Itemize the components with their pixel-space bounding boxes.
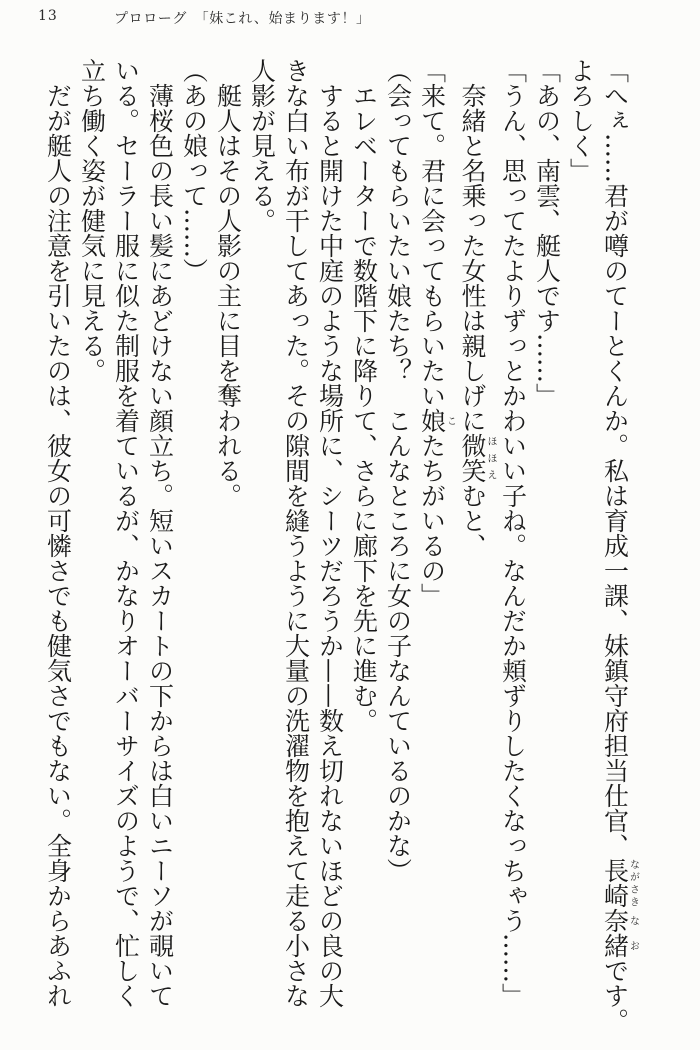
text-line: よろしく」 bbox=[566, 58, 596, 183]
text-line: （会ってもらいたい娘たち？ こんなところに女の子なんているのかな） bbox=[383, 58, 413, 883]
page-body-text bbox=[41, 58, 639, 1040]
text-line: すると開けた中庭のような場所に、シーツだろうか——数え切れないほどの良の大 bbox=[315, 58, 345, 1008]
text-line: エレベーターで数階下に降りて、さらに廊下を先に進む。 bbox=[349, 58, 379, 733]
text-line: 薄桜色の長い髪にあどけない顔立ち。短いスカートの下からは白いニーソが覗いて bbox=[145, 58, 175, 1008]
text-line: （あの娘って……） bbox=[179, 58, 209, 283]
text-line: 「あの、南雲、艇人です……」 bbox=[532, 58, 562, 408]
text-line: 奈緒と名乗った女性は親しげに微笑ほほえむと、 bbox=[458, 58, 496, 558]
text-line: 立ち働く姿が健気に見える。 bbox=[77, 58, 107, 383]
text-line: 「来て。君に会ってもらいたい娘こたちがいるの」 bbox=[417, 58, 456, 608]
text-line: だが艇人の注意を引いたのは、彼女の可憐さでも健気さでもない。全身からあふれ bbox=[43, 58, 73, 1008]
text-line: 「うん、思ってたよりずっとかわいい子ね。なんだか頬ずりしたくなっちゃう……」 bbox=[498, 58, 528, 1008]
page-number: 13 bbox=[38, 8, 58, 24]
chapter-header: プロローグ 「妹これ、始まります！」 bbox=[114, 11, 371, 27]
text-line: 人影が見える。 bbox=[247, 58, 277, 233]
text-line: 艇人はその人影の主に目を奪われる。 bbox=[213, 58, 243, 508]
text-line: いる。セーラー服に似た制服を着ているが、かなりオーバーサイズのようで、忙しく bbox=[111, 58, 141, 1008]
text-line: 「へぇ……君が噂のてーとくんか。私は育成一課、妹鎮守府担当仕官、長崎ながさき奈緒なおです。 bbox=[600, 58, 639, 1033]
page-header bbox=[0, 6, 700, 34]
text-line: きな白い布が干してあった。その隙間を縫うように大量の洗濯物を抱えて走る小さな bbox=[281, 58, 311, 1008]
